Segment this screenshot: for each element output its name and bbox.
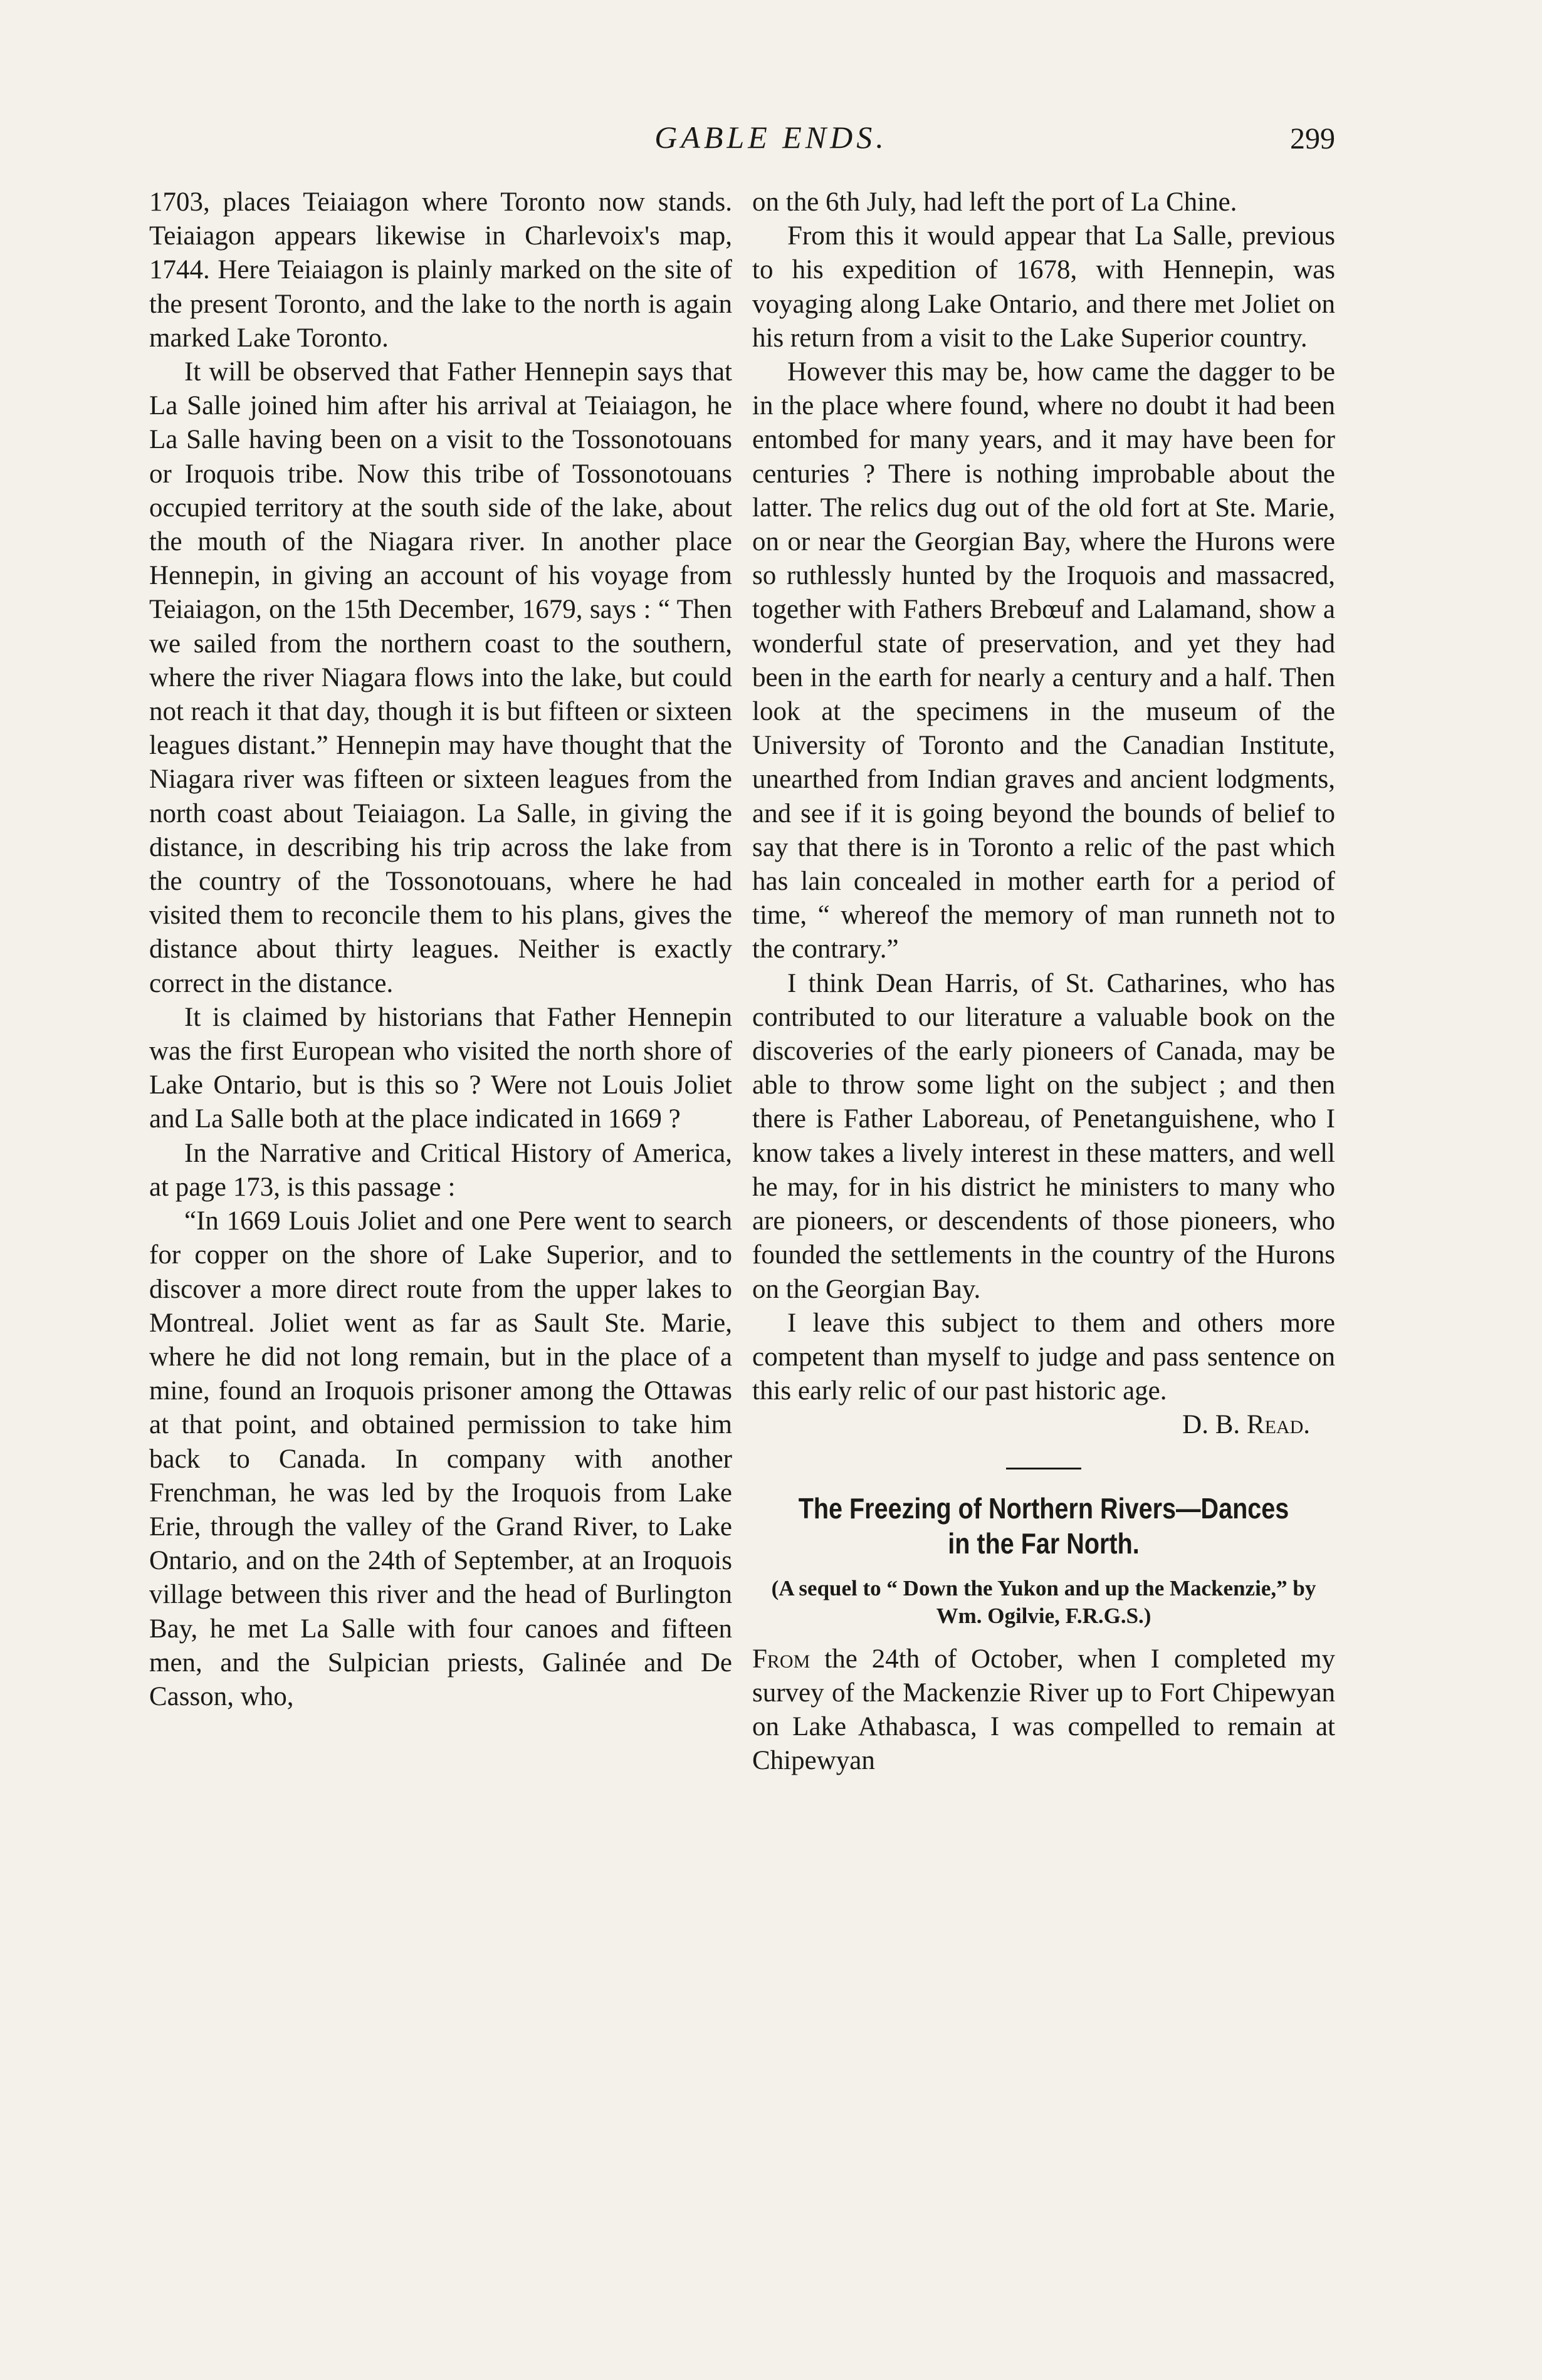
lead-word: From	[752, 1644, 810, 1674]
closing-text: I leave this subject to them and others more competent than myself to judge and pass sentence on this early relic of our past historic age.	[752, 1308, 1335, 1406]
paragraph: It is claimed by historians that Father Hennepin was the first European who visited the north shore of Lake Ontario, but is this so ? Were not Louis Joliet and La Salle both at the place indicated in 1669 ?	[149, 1002, 732, 1134]
paragraph: In the Narrative and Critical History of America, at page 173, is this passage :	[149, 1138, 732, 1202]
article-subtitle: (A sequel to “ Down the Yukon and up the Mackenzie,” by Wm. Ogilvie, F.R.G.S.)	[771, 1575, 1316, 1628]
paragraph: on the 6th July, had left the port of La Chine.	[752, 187, 1237, 217]
paragraph: I think Dean Harris, of St. Catharines, who has contributed to our literature a valuable book on the discoveries of the early pioneers of Canada, may be able to throw some light on the subject ; and then there is Father Laboreau, of Penetanguishene, who I know takes a lively interest in these matters, and well he may, for in his district he ministers to many who are pioneers, or descendents of those pioneers, who founded the settlements in the country of the Hurons on the Georgian Bay.	[752, 968, 1335, 1304]
paragraph: It will be observed that Father Hennepin says that La Salle joined him after his arrival at Teiaiagon, he La Salle having been on a visit to the Tossonotouans or Iroquois tribe. Now this tribe of Tossonotouans occupied territory at the south side of the lake, about the mouth of the Niagara river. In another place Hennepin, in giving an account of his voyage from Teiaiagon, on the 15th December, 1679, says : “ Then we sailed from the northern coast to the southern, where the river Niagara flows into the lake, but could not reach it that day, though it is but fifteen or sixteen leagues distant.” Hennepin may have thought that the Niagara river was fifteen or sixteen leagues from the north coast about Teiaiagon. La Salle, in giving the distance, in describing his trip across the lake from the country of the Tossonotouans, where he had visited them to reconcile them to his plans, gives the distance about thirty leagues. Neither is exactly correct in the distance.	[149, 357, 732, 998]
paragraph: However this may be, how came the dagger to be in the place where found, where no doubt it had been entombed for many years, and it may have been for centuries ? There is nothing improbable about the latter. The relics dug out of the old fort at Ste. Marie, on or near the Georgian Bay, where the Hurons were so ruthlessly hunted by the Iroquois and massacred, together with Fathers Brebœuf and Lalamand, show a wonderful state of preservation, and yet they had been in the earth for nearly a century and a half. Then look at the specimens in the museum of the University of Toronto and the Canadian Institute, unearthed from Indian graves and ancient lodgments, and see if it is going beyond the bounds of belief to say that there is in Toronto a relic of the past which has lain concealed in mother earth for a period of time, “ whereof the memory of man runneth not to the contrary.”	[752, 357, 1335, 964]
article-opening-paragraph	[752, 1642, 1335, 1778]
lead-text: the 24th of October, when I completed my survey of the Mackenzie River up to Fort Chipewyan on Lake Athabasca, I was compelled to remain at Chipewyan	[752, 1644, 1335, 1776]
signature-line	[752, 1408, 1335, 1442]
article-title: The Freezing of Northern Rivers—Dances in the Far North.	[798, 1491, 1289, 1560]
paragraph	[752, 1307, 1335, 1409]
quoted-passage: “In 1669 Louis Joliet and one Pere went to search for copper on the shore of Lake Superior, and to discover a more direct route from the upper lakes to Montreal. Joliet went as far as Sault Ste. Marie, where he did not long remain, but in the place of a mine, found an Iroquois prisoner among the Ottawas at that point, and obtained permission to take him back to Canada. In company with another Frenchman, he was led by the Iroquois from Lake Erie, through the valley of the Grand River, to Lake Ontario, and on the 24th of September, at an Iroquois village between this river and the head of Burlington Bay, he met La Salle with four canoes and fifteen men, and the Sulpician priests, Galinée and De Casson, who,	[149, 1206, 732, 1711]
right-column	[752, 185, 1335, 1778]
running-title: GABLE ENDS.	[654, 120, 888, 155]
section-divider	[1006, 1468, 1081, 1469]
author-signature: D. B. Read.	[1182, 1410, 1310, 1440]
paragraph: From this it would appear that La Salle, previous to his expedition of 1678, with Hennepin, was voyaging along Lake Ontario, and there met Joliet on his return from a visit to the Lake Superior country.	[752, 221, 1335, 353]
left-column	[149, 185, 732, 1714]
page-header	[0, 119, 1542, 169]
paragraph: 1703, places Teiaiagon where Toronto now stands. Teiaiagon appears likewise in Charlevoix's map, 1744. Here Teiaiagon is plainly marked on the site of the present Toronto, and the lake to the north is again marked Lake Toronto.	[149, 187, 732, 353]
page-number: 299	[1290, 122, 1335, 155]
